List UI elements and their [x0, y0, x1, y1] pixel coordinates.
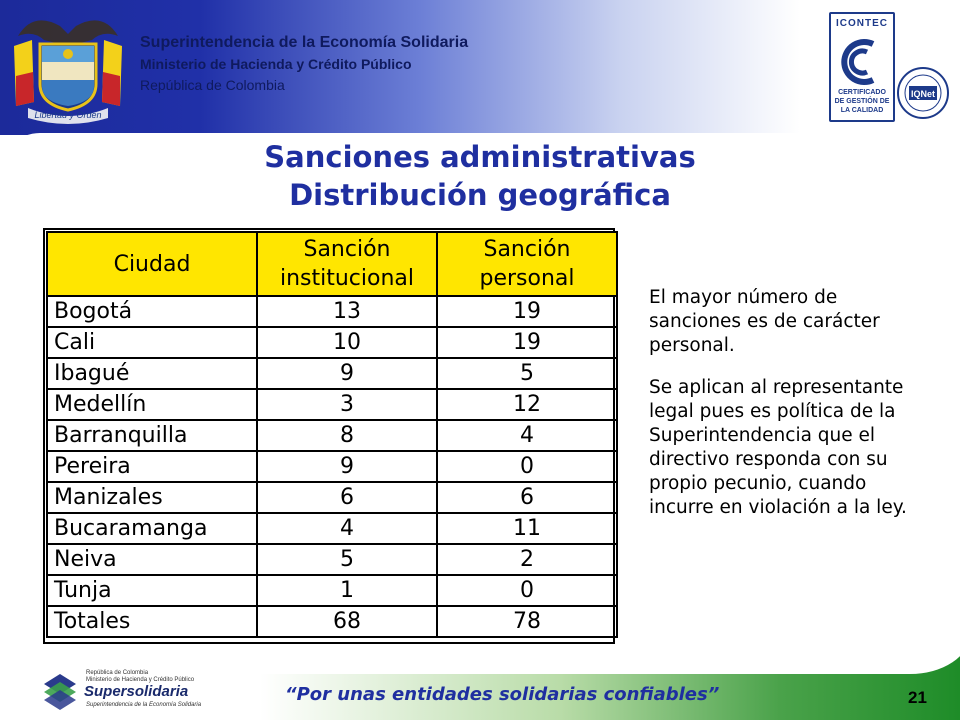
city-cell: Tunja: [47, 575, 257, 606]
iqnet-label: IQNet: [910, 89, 936, 99]
city-cell: Pereira: [47, 451, 257, 482]
table-header-row: [47, 232, 617, 296]
personal-cell: 11: [437, 513, 617, 544]
institutional-cell: 5: [257, 544, 437, 575]
personal-cell: 5: [437, 358, 617, 389]
page-number: 21: [908, 688, 927, 707]
header-band: [0, 0, 960, 135]
institutional-cell: 3: [257, 389, 437, 420]
city-cell: Neiva: [47, 544, 257, 575]
icontec-emblem-icon: [833, 36, 891, 88]
personal-cell: 4: [437, 420, 617, 451]
icontec-label: ICONTEC: [836, 18, 888, 29]
icontec-text: CERTIFICADO DE GESTIÓN DE LA CALIDAD: [834, 89, 890, 114]
header-personal-line1: Sanción: [483, 237, 571, 262]
footer-slogan: “Por unas entidades solidarias confiables”: [285, 684, 720, 705]
slide-title-line1: Sanciones administrativas: [264, 140, 696, 174]
coat-of-arms-icon: [8, 6, 128, 128]
header-institutional: [257, 232, 437, 296]
totals-personal-cell: 78: [437, 606, 617, 637]
totals-institutional-cell: 68: [257, 606, 437, 637]
city-cell: Barranquilla: [47, 420, 257, 451]
personal-cell: 19: [437, 327, 617, 358]
header-institutional-line2: institucional: [279, 266, 415, 291]
personal-cell: 0: [437, 451, 617, 482]
commentary-paragraph-1: El mayor número de sanciones es de carácter personal.: [649, 287, 880, 356]
table-row: [47, 358, 617, 389]
table-row: [47, 389, 617, 420]
sanctions-table: [46, 231, 618, 638]
table-row: [47, 420, 617, 451]
logo-small-line1: República de Colombia: [86, 670, 149, 676]
personal-cell: 12: [437, 389, 617, 420]
city-cell: Ibagué: [47, 358, 257, 389]
institutional-cell: 9: [257, 358, 437, 389]
header-city: Ciudad: [47, 232, 257, 296]
slide-title-line2: Distribución geográfica: [289, 178, 671, 212]
institutional-cell: 9: [257, 451, 437, 482]
city-cell: Bucaramanga: [47, 513, 257, 544]
city-cell: Cali: [47, 327, 257, 358]
totals-label-cell: Totales: [47, 606, 257, 637]
ministry-name: Ministerio de Hacienda y Crédito Público: [140, 56, 412, 72]
personal-cell: 2: [437, 544, 617, 575]
iqnet-certificate-logo: [896, 66, 950, 120]
table-row: [47, 513, 617, 544]
institutional-cell: 6: [257, 482, 437, 513]
header-personal: [437, 232, 617, 296]
table-row: [47, 575, 617, 606]
table-row: [47, 296, 617, 327]
supersolidaria-logo: [40, 668, 220, 718]
city-cell: Manizales: [47, 482, 257, 513]
personal-cell: 19: [437, 296, 617, 327]
organization-block: [140, 32, 468, 96]
country-name: República de Colombia: [140, 77, 285, 93]
table-row: [47, 482, 617, 513]
logo-subtitle: Superintendencia de la Economía Solidaria: [86, 702, 202, 708]
city-cell: Medellín: [47, 389, 257, 420]
commentary-paragraph-2: Se aplican al representante legal pues es política de la Superintendencia que el directivo responda con su propio pecunio, cuando incurre en violación a la ley.: [649, 377, 907, 518]
supersolidaria-emblem-icon: [40, 670, 80, 714]
city-cell: Bogotá: [47, 296, 257, 327]
personal-cell: 6: [437, 482, 617, 513]
header-institutional-line1: Sanción: [303, 237, 391, 262]
header-personal-line2: personal: [479, 266, 575, 291]
table-row: [47, 327, 617, 358]
table-row: [47, 451, 617, 482]
institutional-cell: 8: [257, 420, 437, 451]
table-row: [47, 544, 617, 575]
institutional-cell: 4: [257, 513, 437, 544]
institutional-cell: 10: [257, 327, 437, 358]
icontec-certificate-logo: [829, 12, 895, 122]
institutional-cell: 1: [257, 575, 437, 606]
logo-small-line2: Ministerio de Hacienda y Crédito Público: [86, 677, 195, 683]
logo-brand: Supersolidaria: [84, 683, 189, 700]
org-name: Superintendencia de la Economía Solidaria: [140, 34, 469, 51]
institutional-cell: 13: [257, 296, 437, 327]
motto-text: Libertad y Orden: [34, 110, 102, 120]
side-commentary: [649, 286, 919, 538]
table-totals-row: [47, 606, 617, 637]
personal-cell: 0: [437, 575, 617, 606]
